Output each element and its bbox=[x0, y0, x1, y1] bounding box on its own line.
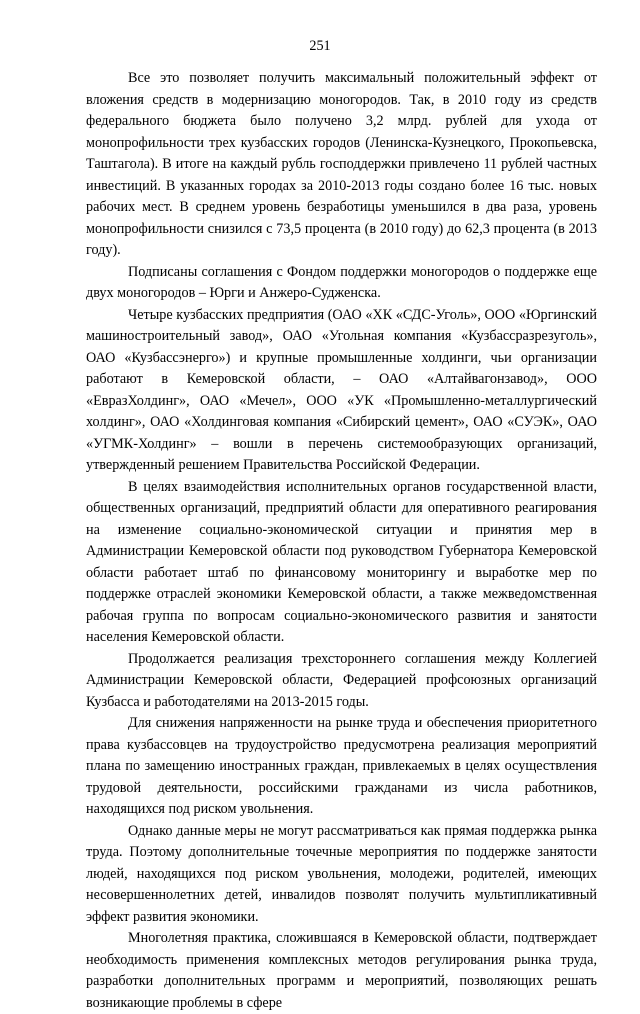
paragraph-modernization-effect: Все это позволяет получить максимальный положительный эффект от вложения средств в модернизацию моногородов. Так, в 2010 году из средств федерального бюджета было получено 3,2 млрд. рублей для ухода от монопрофильности трех кузбасских городов (Ленинска-Кузнецкого, Прокопьевска, Таштагола). В итоге на каждый рубль господдержки привлечено 11 рублей частных инвестиций. В указанных городах за 2010-2013 годы создано более 16 тыс. новых рабочих мест. В среднем уровень безработицы уменьшился в два раза, уровень монопрофильности снизился с 73,5 процента (в 2010 году) до 62,3 процента (в 2013 году). bbox=[86, 70, 597, 258]
paragraph-long-term-practice: Многолетняя практика, сложившаяся в Кемеровской области, подтверждает необходимость применения комплексных методов регулирования рынка труда, разработки дополнительных программ и мероприятий, позволяющих решать возникающие проблемы в сфере bbox=[86, 930, 597, 1011]
paragraph-system-enterprises: Четыре кузбасских предприятия (ОАО «ХК «СДС-Уголь», ООО «Юргинский машиностроительный завод», ОАО «Угольная компания «Кузбассразрезуголь», ОАО «Кузбассэнерго») и крупные промышленные холдинги, чьи организации работают в Кемеровской области, – ОАО «Алтайвагонзавод», ООО «ЕвразХолдинг», ОАО «Мечел», ООО «УК «Промышленно-металлургический холдинг», ОАО «Холдинговая компания «Сибирский цемент», ОАО «СУЭК», ОАО «УГМК-Холдинг» – вошли в перечень системообразующих организаций, утвержденный решением Правительства Российской Федерации. bbox=[86, 306, 597, 473]
paragraph-fund-agreements: Подписаны соглашения с Фондом поддержки моногородов о поддержке еще двух моногородов – Юрги и Анжеро-Судженска. bbox=[86, 263, 597, 301]
page-number: 251 bbox=[309, 38, 331, 54]
paragraph-tripartite-agreement: Продолжается реализация трехстороннего соглашения между Коллегией Администрации Кемеровской области, Федерацией профсоюзных организаций Кузбасса и работодателями на 2013-2015 годы. bbox=[86, 650, 597, 710]
paragraph-direct-support: Однако данные меры не могут рассматриваться как прямая поддержка рынка труда. Поэтому дополнительные точечные мероприятия по поддержке занятости людей, находящихся под риском увольнения, молодежи, родителей, имеющих несовершеннолетних детей, инвалидов позволят получить мультипликативный эффект развития экономики. bbox=[86, 822, 597, 925]
body-text bbox=[86, 68, 597, 1014]
paragraph-labor-market-tension: Для снижения напряженности на рынке труда и обеспечения приоритетного права кузбассовцев на трудоустройство предусмотрена реализация мероприятий плана по замещению иностранных граждан, привлекаемых в целях осуществления трудовой деятельности, российскими гражданами из числа работников, находящихся под риском увольнения. bbox=[86, 715, 597, 817]
paragraph-monitoring-headquarters: В целях взаимодействия исполнительных органов государственной власти, общественных организаций, предприятий области для оперативного реагирования на изменение социально-экономической ситуации и принятия мер в Администрации Кемеровской области под руководством Губернатора Кемеровской области работает штаб по финансовому мониторингу и выработке мер по поддержке отраслей экономики Кемеровской области, а также межведомственная рабочая группа по вопросам социально-экономического развития и занятости населения Кемеровской области. bbox=[86, 478, 597, 645]
